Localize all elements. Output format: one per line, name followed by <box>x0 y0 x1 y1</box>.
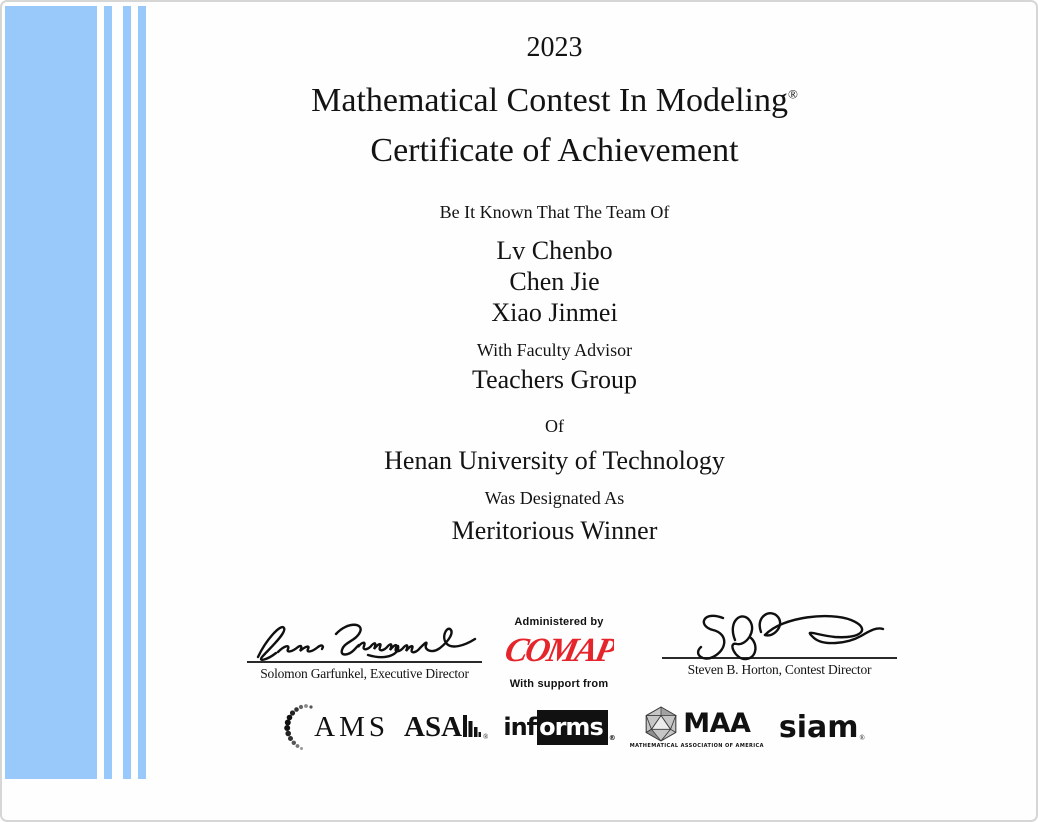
maa-logo <box>630 706 764 749</box>
executive-director-signature-block <box>247 612 482 682</box>
team-member-name: Lv Chenbo <box>496 236 613 265</box>
contest-title <box>162 80 947 121</box>
comap-logo-icon <box>504 630 614 670</box>
asa-logo-text: ASA <box>404 710 463 743</box>
of-label: Of <box>545 416 564 436</box>
ams-logo <box>284 702 389 752</box>
informs-logo <box>503 710 614 745</box>
contest-title-text: Mathematical Contest In Modeling <box>311 82 788 119</box>
advisor-name: Teachers Group <box>472 365 637 394</box>
asa-bars-icon <box>462 711 482 743</box>
team-intro-label: Be It Known That The Team Of <box>439 202 670 222</box>
signature-row <box>162 610 947 706</box>
administered-by-label: Administered by <box>514 616 604 628</box>
siam-registered-mark: ® <box>859 733 865 742</box>
left-accent-stripe-2 <box>123 6 131 779</box>
asa-logo <box>404 711 488 744</box>
team-member-list <box>162 235 947 328</box>
left-accent-bar-wide <box>5 6 97 779</box>
informs-registered-mark: ® <box>608 733 615 742</box>
comap-block <box>489 616 629 690</box>
maa-tagline: MATHEMATICAL ASSOCIATION OF AMERICA <box>629 742 764 749</box>
designation-intro-label: Was Designated As <box>484 488 625 508</box>
registered-trademark-mark: ® <box>787 86 798 102</box>
maa-polyhedron-icon <box>643 706 679 742</box>
asa-registered-mark: ® <box>483 732 489 741</box>
informs-logo-boxed-text: orms <box>537 710 608 745</box>
comap-logo <box>489 630 629 675</box>
team-member-name: Chen Jie <box>509 267 600 296</box>
informs-logo-prefix: inf <box>503 713 537 741</box>
institution-name: Henan University of Technology <box>384 446 725 475</box>
support-from-label: With support from <box>509 678 609 690</box>
left-accent-stripe-1 <box>104 6 112 779</box>
advisor-intro-label: With Faculty Advisor <box>476 340 633 360</box>
siam-logo-text: siam <box>778 709 859 745</box>
certificate-subtitle: Certificate of Achievement <box>370 132 739 169</box>
team-member-name: Xiao Jinmei <box>491 298 618 327</box>
contest-director-name: Steven B. Horton, Contest Director <box>687 662 872 677</box>
designation-title: Meritorious Winner <box>451 516 658 545</box>
maa-logo-text: MAA <box>683 708 751 739</box>
left-accent-stripe-3 <box>138 6 146 779</box>
maa-logo-top <box>643 706 750 742</box>
executive-director-name: Solomon Garfunkel, Executive Director <box>260 666 469 681</box>
siam-logo <box>779 710 865 745</box>
horton-signature-icon <box>665 604 895 668</box>
sponsor-logos-row <box>162 698 947 756</box>
ams-dots-icon <box>284 702 314 752</box>
ams-logo-text: AMS <box>314 710 389 743</box>
contest-director-signature-block <box>662 604 897 678</box>
certificate-content <box>162 2 947 706</box>
svg-text:COMAP: COMAP <box>504 631 614 669</box>
contest-year: 2023 <box>526 32 583 63</box>
garfunkel-signature-icon <box>250 612 480 664</box>
